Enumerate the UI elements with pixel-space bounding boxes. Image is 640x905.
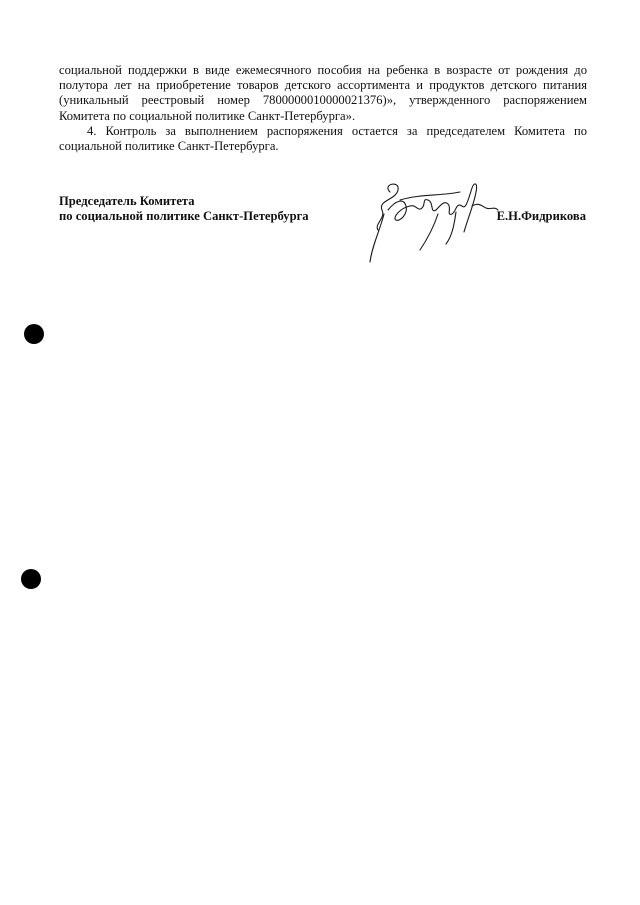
signatory-name: Е.Н.Фидрикова	[496, 209, 586, 223]
paragraph-item-4: 4. Контроль за выполнением распоряжения остается за председателем Комитета по социальной политике Санкт-Петербурга.	[59, 123, 587, 154]
document-body	[59, 63, 587, 154]
signatory-title-line-2: по социальной политике Санкт-Петербурга	[59, 209, 309, 224]
punch-hole-top	[24, 324, 44, 344]
paragraph-continuation: социальной поддержки в виде ежемесячного пособия на ребенка в возрасте от рождения до полутора лет на приобретение товаров детского ассортимента и продуктов детского питания (уникальный реестровый номер 7800000010000021376)», утвержденного распоряжением Комитета по социальной политике Санкт-Петербурга».	[59, 63, 587, 123]
signatory-title-line-1: Председатель Комитета	[59, 194, 195, 208]
handwritten-signature	[360, 170, 510, 270]
signatory-title	[59, 194, 309, 224]
punch-hole-bottom	[21, 569, 41, 589]
